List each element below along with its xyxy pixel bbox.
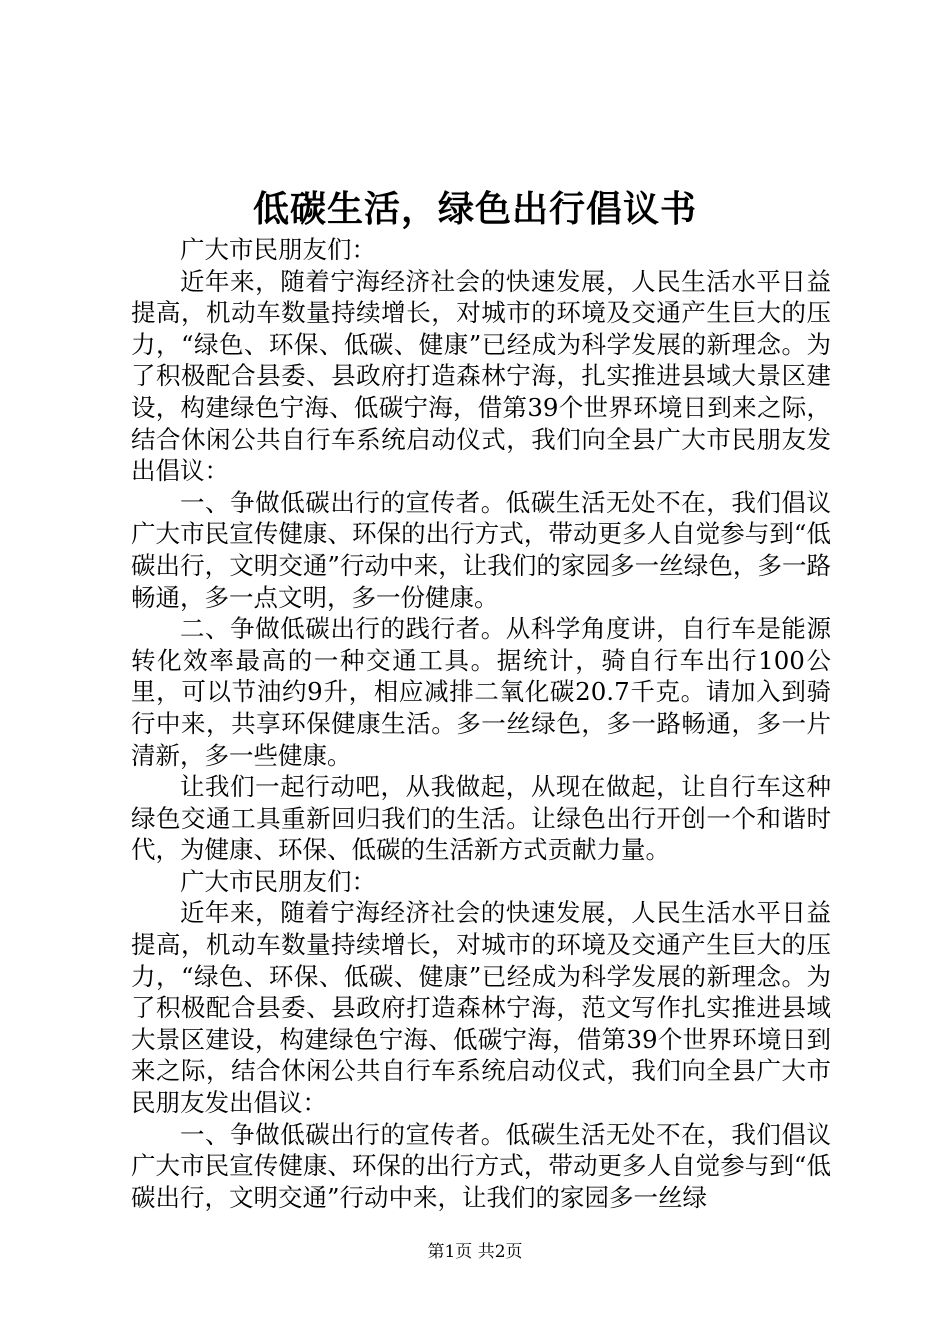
paragraph-intro: 近年来，随着宁海经济社会的快速发展，人民生活水平日益提高，机动车数量持续增长，对城市的环境及交通产生巨大的压力，“绿色、环保、低碳、健康”已经成为科学发展的新理念。为了积极配合县委、县政府打造森林宁海，扎实推进县域大景区建设，构建绿色宁海、低碳宁海，借第39个世界环境日到来之际，结合休闲公共自行车系统启动仪式，我们向全县广大市民朋友发出倡议：	[131, 266, 831, 486]
paragraph-proposal-1: 一、争做低碳出行的宣传者。低碳生活无处不在，我们倡议广大市民宣传健康、环保的出行方式，带动更多人自觉参与到“低碳出行，文明交通”行动中来，让我们的家园多一丝绿色，多一路畅通，多一点文明，多一份健康。	[131, 487, 831, 612]
document-body	[131, 234, 831, 1213]
paragraph-intro-repeat: 近年来，随着宁海经济社会的快速发展，人民生活水平日益提高，机动车数量持续增长，对城市的环境及交通产生巨大的压力，“绿色、环保、低碳、健康”已经成为科学发展的新理念。为了积极配合县委、县政府打造森林宁海，范文写作扎实推进县域大景区建设，构建绿色宁海、低碳宁海，借第39个世界环境日到来之际，结合休闲公共自行车系统启动仪式，我们向全县广大市民朋友发出倡议：	[131, 898, 831, 1118]
salutation-repeat: 广大市民朋友们：	[180, 866, 376, 896]
paragraph-proposal-2: 二、争做低碳出行的践行者。从科学角度讲，自行车是能源转化效率最高的一种交通工具。据统计，骑自行车出行100公里，可以节油约9升，相应减排二氧化碳20.7千克。请加入到骑行中来，共享环保健康生活。多一丝绿色，多一路畅通，多一片清新，多一些健康。	[131, 614, 831, 770]
page-title: 低碳生活，绿色出行倡议书	[252, 188, 697, 230]
salutation: 广大市民朋友们：	[180, 235, 376, 264]
paragraph-closing: 让我们一起行动吧，从我做起，从现在做起，让自行车这种绿色交通工具重新回归我们的生活。让绿色出行开创一个和谐时代，为健康、环保、低碳的生活新方式贡献力量。	[131, 772, 831, 865]
paragraph-proposal-1-repeat: 一、争做低碳出行的宣传者。低碳生活无处不在，我们倡议广大市民宣传健康、环保的出行方式，带动更多人自觉参与到“低碳出行，文明交通”行动中来，让我们的家园多一丝绿	[131, 1119, 831, 1212]
page-footer: 第1页 共2页	[427, 1242, 523, 1262]
